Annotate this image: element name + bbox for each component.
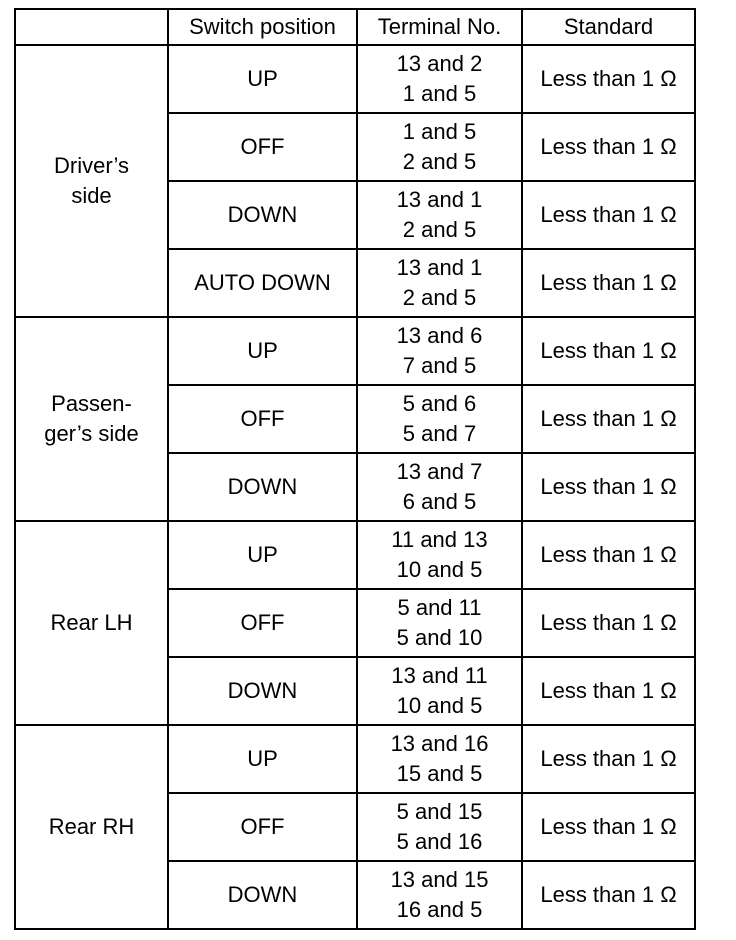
group-name-cell	[15, 725, 168, 929]
terminal-pair: 5 and 10	[396, 625, 483, 650]
standard-cell: Less than 1 Ω	[522, 725, 695, 793]
terminal-pair: 10 and 5	[396, 557, 483, 582]
terminal-no-cell	[357, 861, 522, 929]
header-blank	[15, 9, 168, 45]
switch-position-cell: OFF	[168, 113, 357, 181]
terminal-pair: 6 and 5	[402, 489, 477, 514]
standard-cell: Less than 1 Ω	[522, 181, 695, 249]
terminal-pair: 13 and 15	[390, 867, 489, 892]
standard-cell: Less than 1 Ω	[522, 657, 695, 725]
standard-cell: Less than 1 Ω	[522, 861, 695, 929]
switch-position-cell: UP	[168, 521, 357, 589]
terminal-pair: 13 and 16	[390, 731, 489, 756]
header-standard: Standard	[522, 9, 695, 45]
header-switch-position: Switch position	[168, 9, 357, 45]
terminal-pair: 10 and 5	[396, 693, 483, 718]
switch-position-cell: DOWN	[168, 861, 357, 929]
terminal-pair: 13 and 7	[396, 459, 483, 484]
group-name-cell	[15, 317, 168, 521]
standard-cell: Less than 1 Ω	[522, 317, 695, 385]
terminal-pair: 5 and 11	[397, 595, 482, 620]
terminal-no-cell	[357, 725, 522, 793]
terminal-pair: 13 and 1	[396, 187, 483, 212]
terminal-pair: 11 and 13	[391, 527, 488, 552]
terminal-pair: 1 and 5	[402, 81, 477, 106]
group-name-cell	[15, 521, 168, 725]
terminal-no-cell	[357, 521, 522, 589]
switch-position-cell: DOWN	[168, 181, 357, 249]
terminal-no-cell	[357, 793, 522, 861]
table-body	[15, 45, 695, 929]
terminal-no-cell	[357, 45, 522, 113]
group-name-line: Rear RH	[48, 814, 135, 839]
standard-cell: Less than 1 Ω	[522, 385, 695, 453]
switch-position-cell: UP	[168, 317, 357, 385]
standard-cell: Less than 1 Ω	[522, 521, 695, 589]
standard-cell: Less than 1 Ω	[522, 249, 695, 317]
group-name-line: Passen-	[51, 391, 132, 416]
terminal-pair: 5 and 7	[402, 421, 477, 446]
group-name-cell	[15, 45, 168, 317]
table-row	[15, 725, 695, 793]
group-name-line: Driver’s	[54, 153, 129, 178]
switch-inspection-table	[14, 8, 696, 930]
table-header-row	[15, 9, 695, 45]
group-name-line: side	[71, 183, 112, 208]
terminal-pair: 2 and 5	[402, 149, 477, 174]
terminal-no-cell	[357, 317, 522, 385]
terminal-pair: 5 and 16	[396, 829, 483, 854]
terminal-pair: 1 and 5	[402, 119, 477, 144]
table-row	[15, 521, 695, 589]
switch-position-cell: DOWN	[168, 657, 357, 725]
terminal-pair: 16 and 5	[396, 897, 483, 922]
switch-position-cell: OFF	[168, 385, 357, 453]
switch-position-cell: UP	[168, 725, 357, 793]
standard-cell: Less than 1 Ω	[522, 453, 695, 521]
table-row	[15, 45, 695, 113]
terminal-no-cell	[357, 181, 522, 249]
terminal-no-cell	[357, 453, 522, 521]
standard-cell: Less than 1 Ω	[522, 589, 695, 657]
terminal-pair: 13 and 11	[391, 663, 488, 688]
header-terminal-no: Terminal No.	[357, 9, 522, 45]
group-name-line: ger’s side	[44, 421, 139, 446]
standard-cell: Less than 1 Ω	[522, 45, 695, 113]
terminal-pair: 2 and 5	[402, 217, 477, 242]
terminal-pair: 5 and 6	[402, 391, 477, 416]
terminal-no-cell	[357, 657, 522, 725]
switch-position-cell: AUTO DOWN	[168, 249, 357, 317]
terminal-no-cell	[357, 385, 522, 453]
terminal-pair: 5 and 15	[396, 799, 483, 824]
terminal-pair: 7 and 5	[402, 353, 477, 378]
terminal-no-cell	[357, 113, 522, 181]
terminal-pair: 13 and 2	[396, 51, 483, 76]
terminal-pair: 13 and 1	[396, 255, 483, 280]
switch-position-cell: DOWN	[168, 453, 357, 521]
table-row	[15, 317, 695, 385]
terminal-no-cell	[357, 249, 522, 317]
switch-position-cell: UP	[168, 45, 357, 113]
terminal-pair: 13 and 6	[396, 323, 483, 348]
terminal-pair: 15 and 5	[396, 761, 483, 786]
standard-cell: Less than 1 Ω	[522, 793, 695, 861]
group-name-line: Rear LH	[50, 610, 133, 635]
terminal-no-cell	[357, 589, 522, 657]
switch-position-cell: OFF	[168, 793, 357, 861]
terminal-pair: 2 and 5	[402, 285, 477, 310]
standard-cell: Less than 1 Ω	[522, 113, 695, 181]
switch-position-cell: OFF	[168, 589, 357, 657]
